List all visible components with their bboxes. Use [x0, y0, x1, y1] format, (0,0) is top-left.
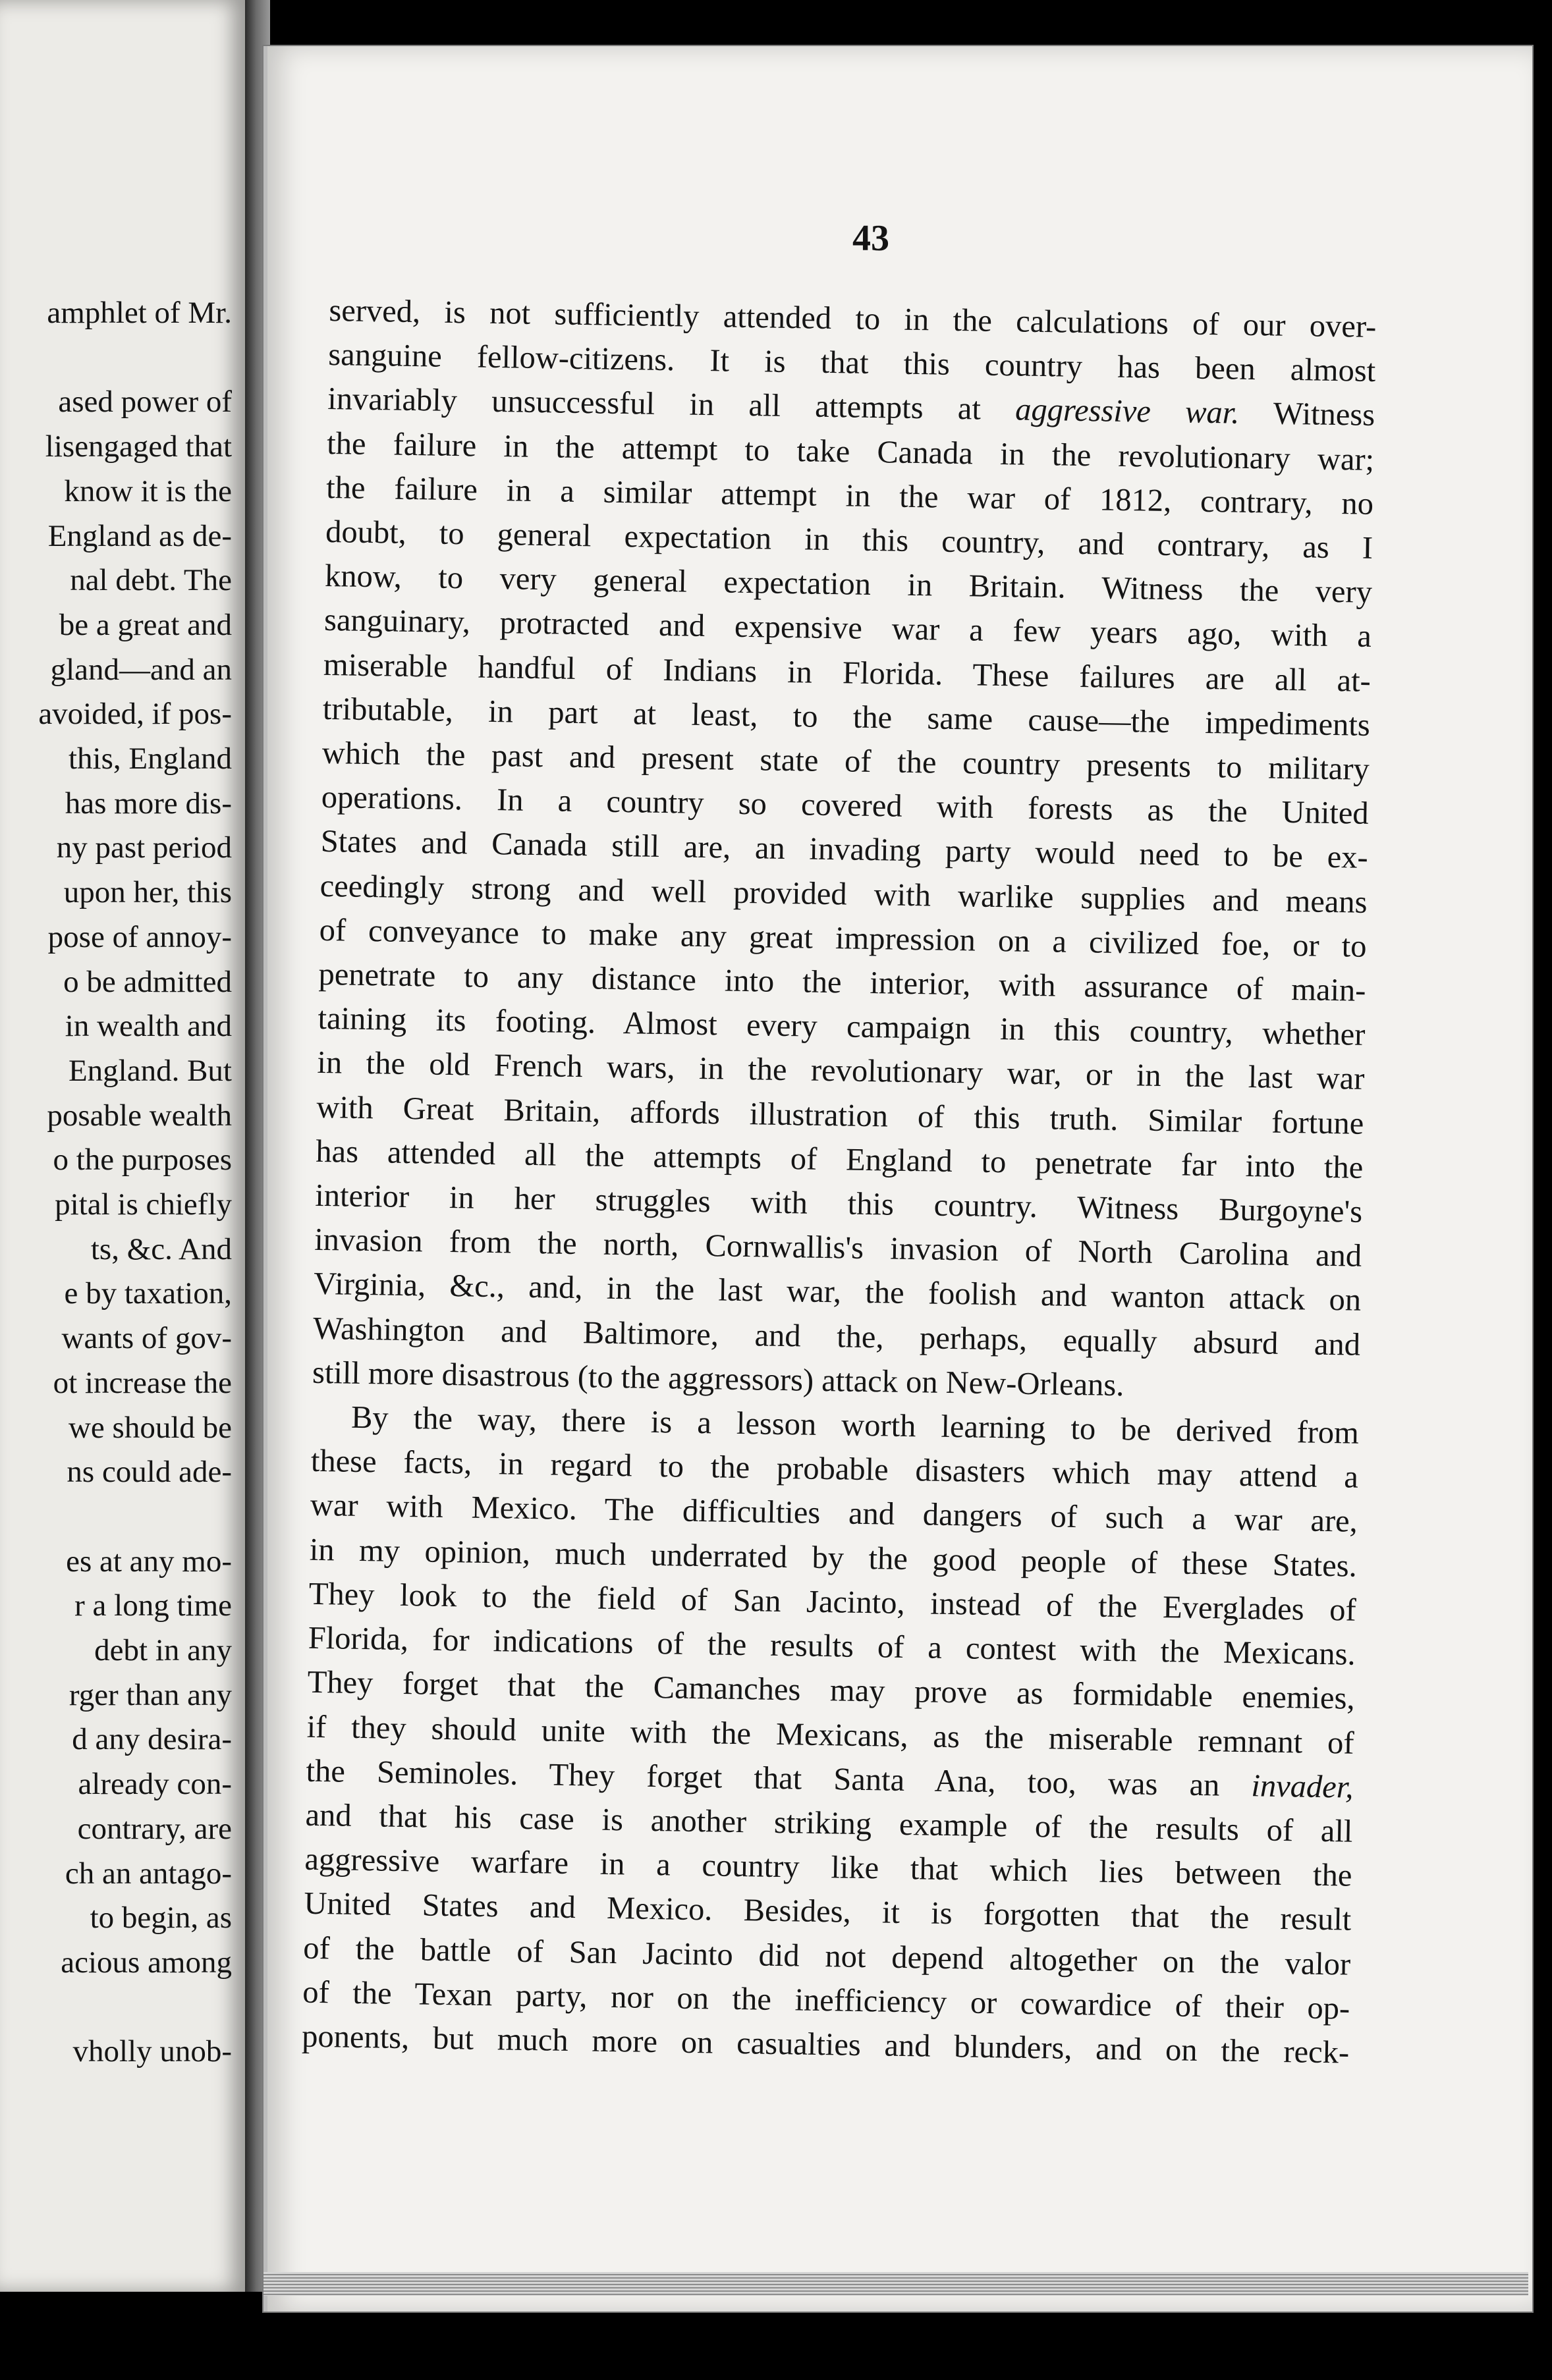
text-line: has attended all the attempts of England to penetrate far into the: [316, 1133, 1364, 1185]
text-line: Virginia, &c., and, in the last war, the foolish and wanton attack on: [313, 1266, 1362, 1318]
text-line: of conveyance to make any great impression on a civilized foe, or to: [319, 912, 1367, 964]
page-edges: [263, 2272, 1528, 2296]
left-page-text-line: acious among: [61, 1945, 232, 1980]
left-page-text-line: o the purposes: [53, 1143, 232, 1177]
text-line: invariably unsuccessful in all attempts at aggressive war. Witness: [327, 381, 1375, 433]
left-page-text-line: avoided, if pos-: [38, 697, 232, 732]
left-page: [0, 0, 245, 2292]
left-page-text-line: ns could ade-: [67, 1455, 232, 1490]
left-page-text-line: in wealth and: [65, 1009, 232, 1044]
left-page-text-line: already con-: [78, 1767, 232, 1802]
text-line: aggressive warfare in a country like that which lies between the: [304, 1841, 1352, 1893]
left-page-text-line: gland—and an: [50, 652, 232, 687]
left-page-text-line: es at any mo-: [66, 1544, 232, 1579]
left-page-text-line: this, England: [68, 742, 232, 776]
text-line: Florida, for indications of the results of a contest with the Mexicans.: [308, 1620, 1356, 1672]
text-line: know, to very general expectation in Britain. Witness the very: [324, 558, 1373, 610]
text-line: if they should unite with the Mexicans, as the miserable remnant of: [306, 1709, 1354, 1761]
left-page-text-line: upon her, this: [63, 875, 232, 910]
text-line: They forget that the Camanches may prove as formidable enemies,: [307, 1665, 1355, 1717]
text-line: in the old French wars, in the revolutionary war, or in the last war: [317, 1045, 1365, 1097]
text-line: tributable, in part at least, to the same cause—the impediments: [322, 691, 1371, 743]
left-page-text-line: nal debt. The: [70, 563, 232, 598]
emphasis-text: aggressive war.: [1014, 392, 1240, 431]
page-number: 43: [852, 218, 889, 259]
text-line: served, is not sufficiently attended to in the calculations of our over-: [329, 292, 1377, 344]
left-page-text-line: posable wealth: [47, 1098, 232, 1133]
text-line: By the way, there is a lesson worth learning to be derived from: [350, 1399, 1360, 1451]
text-line: the failure in the attempt to take Canada in the revolutionary war;: [326, 425, 1375, 477]
left-page-text-line: England. But: [68, 1053, 232, 1088]
text-line: sanguine fellow-citizens. It is that this country has been almost: [328, 337, 1376, 389]
text-line: the Seminoles. They forget that Santa Ana, too, was an invader,: [306, 1753, 1354, 1805]
left-page-text-line: know it is the: [64, 473, 232, 508]
left-page-text-line: o be admitted: [63, 964, 232, 999]
text-line: ceedingly strong and well provided with warlike supplies and means: [319, 868, 1368, 920]
text-line: interior in her struggles with this country. Witness Burgoyne's: [314, 1177, 1363, 1230]
left-page-text-line: rger than any: [69, 1677, 232, 1712]
left-page-text-line: r a long time: [74, 1588, 232, 1623]
left-page-text-line: wants of gov-: [61, 1321, 232, 1356]
left-page-text-line: amphlet of Mr.: [47, 296, 232, 330]
left-page-text-line: to begin, as: [90, 1901, 232, 1935]
left-page-text-line: ot increase the: [53, 1365, 232, 1400]
left-page-text-line: be a great and: [59, 607, 232, 642]
text-line: with Great Britain, affords illustration of this truth. Similar fortune: [316, 1089, 1364, 1141]
text-line: invasion from the north, Cornwallis's invasion of North Carolina and: [314, 1222, 1362, 1274]
left-page-text-line: vholly unob-: [72, 2034, 232, 2069]
left-page-text-line: debt in any: [94, 1633, 232, 1667]
text-line: and that his case is another striking example of the results of all: [305, 1797, 1353, 1849]
text-line: still more disastrous (to the aggressors) attack on New-Orleans.: [312, 1355, 1124, 1403]
emphasis-text: invader,: [1251, 1768, 1354, 1805]
text-line: these facts, in regard to the probable disasters which may attend a: [310, 1444, 1359, 1496]
left-page-text-line: pose of annoy-: [47, 919, 232, 954]
text-line: in my opinion, much underrated by the good people of these States.: [309, 1532, 1358, 1584]
text-line: miserable handful of Indians in Florida. These failures are all at-: [323, 647, 1372, 699]
page-body-text: [302, 288, 1377, 2075]
text-line: States and Canada still are, an invading party would need to be ex-: [320, 824, 1369, 876]
left-page-text-line: d any desira-: [72, 1722, 232, 1757]
text-line: Washington and Baltimore, and the, perhaps, equally absurd and: [312, 1311, 1361, 1363]
left-page-text-line: pital is chiefly: [55, 1187, 232, 1222]
text-line: sanguinary, protracted and expensive war a few years ago, with a: [323, 603, 1372, 655]
left-page-text-line: ts, &c. And: [90, 1231, 232, 1266]
text-line: of the battle of San Jacinto did not depend altogether on the valor: [303, 1930, 1351, 1982]
text-line: They look to the field of San Jacinto, instead of the Everglades of: [308, 1576, 1357, 1628]
left-page-text-line: e by taxation,: [64, 1276, 232, 1311]
left-page-text-line: ased power of: [58, 385, 232, 419]
text-line: which the past and present state of the country presents to military: [321, 735, 1370, 787]
text-line: taining its footing. Almost every campaign in this country, whether: [318, 1001, 1366, 1053]
left-page-text-line: we should be: [68, 1410, 232, 1445]
left-page-text-line: has more dis-: [65, 786, 232, 821]
text-line: of the Texan party, nor on the inefficiency or cowardice of their op-: [302, 1974, 1350, 2026]
text-line: war with Mexico. The difficulties and dangers of such a war are,: [310, 1488, 1358, 1540]
text-line: operations. In a country so covered with forests as the United: [321, 780, 1370, 832]
text-line: ponents, but much more on casualties and blunders, and on the reck-: [301, 2018, 1350, 2070]
left-page-text-line: ch an antago-: [65, 1856, 232, 1891]
text-line: the failure in a similar attempt in the war of 1812, contrary, no: [325, 470, 1374, 522]
text-line: United States and Mexico. Besides, it is forgotten that the result: [304, 1886, 1352, 1937]
left-page-text-line: contrary, are: [77, 1811, 232, 1846]
left-page-text-line: England as de-: [47, 518, 232, 553]
text-line: doubt, to general expectation in this country, and contrary, as I: [325, 514, 1373, 566]
left-page-text-line: ny past period: [56, 830, 232, 865]
text-line: penetrate to any distance into the interior, with assurance of main-: [318, 956, 1366, 1008]
left-page-text-line: lisengaged that: [45, 429, 232, 464]
